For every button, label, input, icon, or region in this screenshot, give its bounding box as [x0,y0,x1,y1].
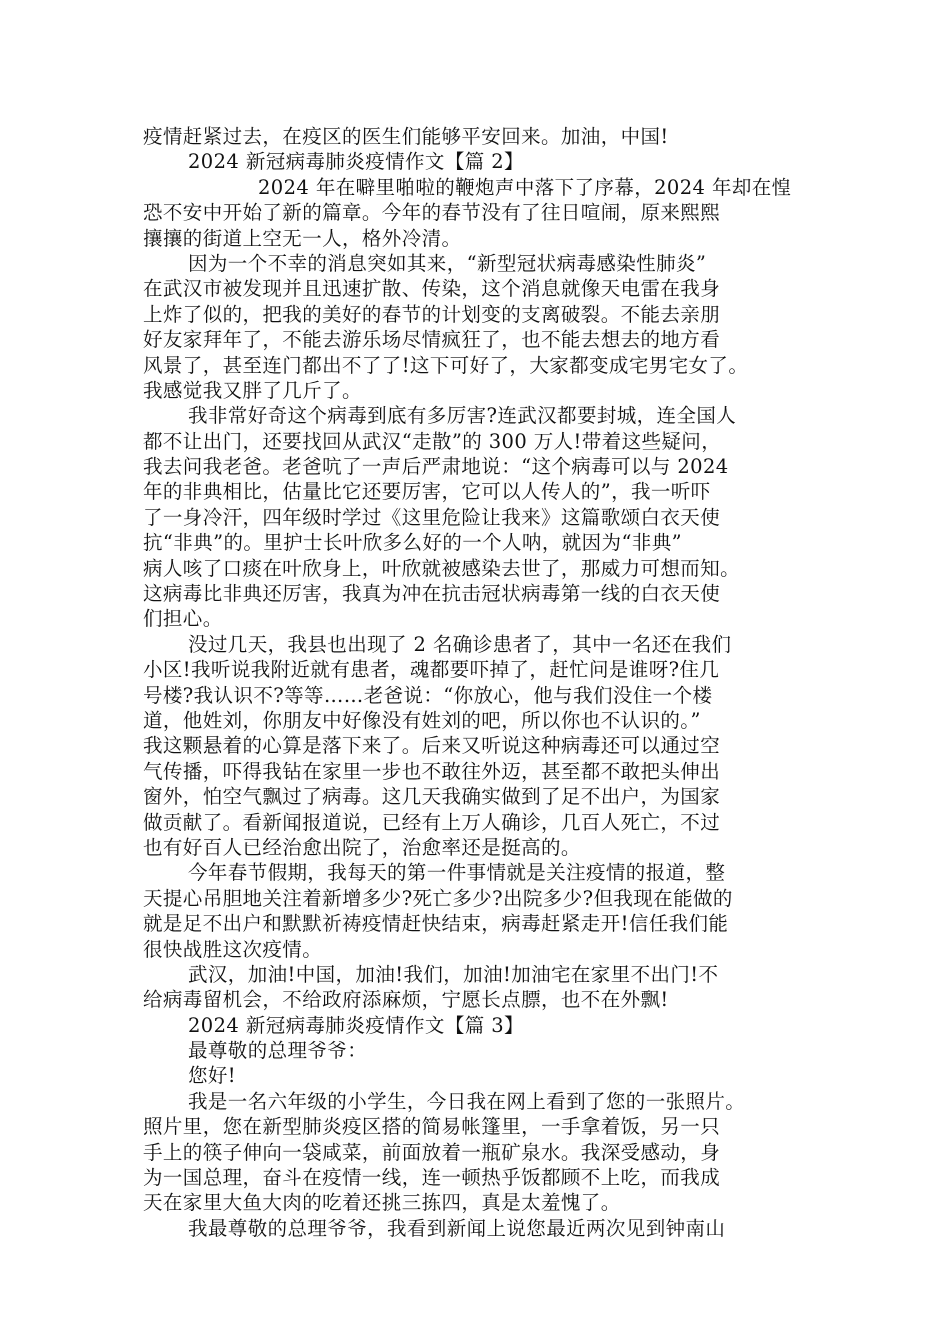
text-line: 天在家里大鱼大肉的吃着还挑三拣四，真是太羞愧了。 [143,1191,621,1215]
text-line: 号楼?我认识不?等等……老爸说：“你放心，他与我们没住一个楼 [143,683,713,707]
text-line: 2024 新冠病毒肺炎疫情作文【篇 3】 [188,1013,524,1037]
text-line: 天提心吊胆地关注着新增多少?死亡多少?出院多少?但我现在能做的 [143,886,733,910]
text-line: 道，他姓刘，你朋友中好像没有姓刘的吧，所以你也不认识的。” [143,708,701,732]
text-line: 没过几天，我县也出现了 2 名确诊患者了，其中一名还在我们 [188,632,732,656]
text-line: 风景了，甚至连门都出不了了!这下可好了，大家都变成宅男宅女了。 [143,353,749,377]
text-line: 照片里，您在新型肺炎疫区搭的简易帐篷里，一手拿着饭，另一只 [143,1115,721,1139]
text-line: 年的非典相比，估量比它还要厉害，它可以人传人的”，我一听吓 [143,480,711,504]
text-line: 我非常好奇这个病毒到底有多厉害?连武汉都要封城，连全国人 [188,404,737,428]
text-line: 今年春节假期，我每天的第一件事情就是关注疫情的报道，整 [188,861,726,885]
text-line: 2024 新冠病毒肺炎疫情作文【篇 2】 [188,150,524,174]
text-line: 我是一名六年级的小学生，今日我在网上看到了您的一张照片。 [188,1089,746,1113]
text-line: 都不让出门，还要找回从武汉“走散”的 300 万人!带着这些疑问， [143,429,722,453]
text-line: 窗外，怕空气飘过了病毒。这几天我确实做到了足不出户，为国家 [143,785,721,809]
text-line: 们担心。 [143,607,223,631]
text-line: 2024 年在噼里啪啦的鞭炮声中落下了序幕，2024 年却在惶 [258,175,792,199]
text-line: 因为一个不幸的消息突如其来，“新型冠状病毒感染性肺炎” [188,251,707,275]
text-line: 做贡献了。看新闻报道说，已经有上万人确诊，几百人死亡，不过 [143,810,721,834]
text-line: 您好! [188,1064,237,1088]
text-line: 武汉，加油!中国，加油!我们，加油!加油宅在家里不出门!不 [188,962,719,986]
text-line: 病人咳了口痰在叶欣身上，叶欣就被感染去世了，那威力可想而知。 [143,556,741,580]
text-line: 我这颗悬着的心算是落下来了。后来又听说这种病毒还可以通过空 [143,734,721,758]
text-line: 抗“非典”的。里护士长叶欣多么好的一个人呐，就因为“非典” [143,531,682,555]
text-line: 好友家拜年了，不能去游乐场尽情疯狂了，也不能去想去的地方看 [143,328,721,352]
text-line: 为一国总理，奋斗在疫情一线，连一顿热乎饭都顾不上吃，而我成 [143,1166,721,1190]
text-line: 最尊敬的总理爷爷： [188,1039,368,1063]
text-line: 恐不安中开始了新的篇章。今年的春节没有了往日喧闹，原来熙熙 [143,201,721,225]
text-line: 了一身冷汗，四年级时学过《这里危险让我来》这篇歌颂白衣天使 [143,505,721,529]
text-line: 我去问我老爸。老爸吭了一声后严肃地说：“这个病毒可以与 2024 [143,455,729,479]
text-line: 小区!我听说我附近就有患者，魂都要吓掉了，赶忙问是谁呀?住几 [143,658,720,682]
text-line: 疫情赶紧过去，在疫区的医生们能够平安回来。加油，中国! [143,125,669,148]
text-line: 我感觉我又胖了几斤了。 [143,378,362,402]
text-line: 上炸了似的，把我的美好的春节的计划变的支离破裂。不能去亲朋 [143,302,721,326]
text-line: 气传播，吓得我钻在家里一步也不敢往外迈，甚至都不敢把头伸出 [143,759,721,783]
text-line: 这病毒比非典还厉害，我真为冲在抗击冠状病毒第一线的白衣天使 [143,582,721,606]
text-line: 也有好百人已经治愈出院了，治愈率还是挺高的。 [143,835,581,859]
text-line: 在武汉市被发现并且迅速扩散、传染，这个消息就像天电雷在我身 [143,277,721,301]
document-body [143,124,823,1241]
text-line: 给病毒留机会，不给政府添麻烦，宁愿长点膘，也不在外飘! [143,988,669,1012]
text-line: 手上的筷子伸向一袋咸菜，前面放着一瓶矿泉水。我深受感动，身 [143,1140,721,1164]
text-line: 我最尊敬的总理爷爷，我看到新闻上说您最近两次见到钟南山 [188,1216,726,1240]
text-line: 很快战胜这次疫情。 [143,937,323,961]
text-line: 就是足不出户和默默祈祷疫情赶快结束，病毒赶紧走开!信任我们能 [143,912,729,936]
text-line: 攘攘的街道上空无一人，格外冷清。 [143,226,462,250]
